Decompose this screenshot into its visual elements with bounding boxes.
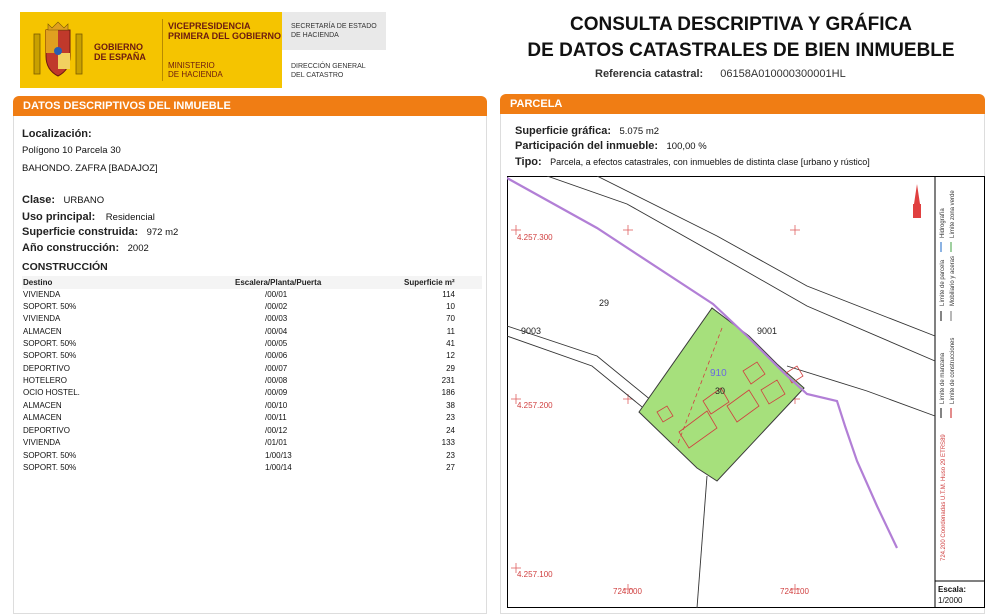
ref-value: 06158A010000300001HL	[720, 68, 846, 80]
coord-y2-label: 4.257.200	[517, 401, 553, 410]
coord-y3-label: 4.257.100	[517, 570, 553, 579]
parcel-30-label: 30	[715, 386, 726, 396]
legend-mobiliario: Mobiliario y aceras	[950, 255, 956, 306]
tipo-row	[515, 152, 870, 170]
coord-y1-label: 4.257.300	[517, 233, 553, 242]
anio-value: 2002	[127, 243, 149, 254]
coat-of-arms-icon	[30, 20, 86, 82]
clase-row	[22, 190, 104, 208]
legend-hidrografia: Hidrografía	[940, 208, 946, 238]
uso-label: Uso principal:	[22, 211, 96, 223]
anio-row	[22, 238, 149, 256]
superficie-grafica-label: Superficie gráfica:	[515, 125, 611, 137]
parcel-910-label: 910	[710, 368, 727, 379]
table-row: ALMACEN /00/04 11	[23, 327, 455, 336]
table-row: SOPORT. 50% 1/00/14 27	[23, 463, 455, 472]
table-row: SOPORT. 50% 1/00/13 23	[23, 451, 455, 460]
table-row: SOPORT. 50% /00/06 12	[23, 351, 455, 360]
tipo-value: Parcela, a efectos catastrales, con inmuebles de distinta clase [urbano y rústico]	[550, 157, 870, 167]
legend-construcciones: Límite de construcciones	[950, 337, 956, 404]
localizacion-label: Localización:	[22, 128, 92, 140]
table-row: SOPORT. 50% /00/05 41	[23, 339, 455, 348]
table-row: ALMACEN /00/11 23	[23, 413, 455, 422]
table-row: HOTELERO /00/08 231	[23, 376, 455, 385]
parcela-section-header: PARCELA	[500, 94, 985, 114]
superficie-label: Superficie construida:	[22, 226, 139, 238]
projection-text: 724.200 Coordenadas U.T.M. Huso 29 ETRS89	[941, 434, 947, 561]
coord-x2-label: 724.100	[780, 587, 809, 596]
tipo-label: Tipo:	[515, 156, 542, 168]
table-row: VIVIENDA /00/03 70	[23, 314, 455, 323]
col-superficie: Superficie m²	[404, 278, 455, 287]
table-row: SOPORT. 50% /00/02 10	[23, 302, 455, 311]
col-destino: Destino	[23, 278, 53, 287]
legend-limite-manzana: Límite de manzana	[940, 352, 946, 404]
secretaria-text: SECRETARÍA DE ESTADO DE HACIENDA	[291, 23, 377, 39]
gobierno-text: GOBIERNO DE ESPAÑA	[94, 42, 146, 62]
uso-value: Residencial	[105, 212, 155, 223]
direccion-text: DIRECCIÓN GENERAL DEL CATASTRO	[291, 63, 366, 79]
localizacion-line1: Polígono 10 Parcela 30	[22, 145, 121, 156]
coord-x1-label: 724.000	[613, 587, 642, 596]
parcel-9001-label: 9001	[757, 326, 778, 336]
referencia-catastral	[595, 68, 846, 80]
clase-value: URBANO	[63, 195, 105, 206]
document-title: CONSULTA DESCRIPTIVA Y GRÁFICA DE DATOS CATASTRALES DE BIEN INMUEBLE	[527, 14, 955, 61]
parcel-29-label: 29	[599, 298, 610, 308]
participacion-value: 100,00 %	[666, 141, 707, 152]
cadastral-map	[507, 176, 985, 608]
superficie-value: 972 m2	[146, 227, 179, 238]
scale-value: 1/2000	[938, 596, 963, 605]
clase-label: Clase:	[22, 194, 56, 206]
construccion-title: CONSTRUCCIÓN	[22, 261, 108, 273]
table-row: VIVIENDA /00/01 114	[23, 290, 455, 299]
table-row: DEPORTIVO /00/12 24	[23, 426, 455, 435]
parcel-9003-label: 9003	[521, 326, 542, 336]
participacion-label: Participación del inmueble:	[515, 140, 659, 152]
localizacion-line2: BAHONDO. ZAFRA [BADAJOZ]	[22, 163, 158, 174]
legend-limite-parcela: Límite de parcela	[940, 259, 946, 306]
anio-label: Año construcción:	[22, 242, 120, 254]
ref-label: Referencia catastral:	[595, 68, 704, 80]
legend-zona-verde: Límite zona verde	[950, 190, 956, 238]
table-row: OCIO HOSTEL. /00/09 186	[23, 388, 455, 397]
ministerio-text: MINISTERIO DE HACIENDA	[168, 61, 223, 79]
descriptive-section-header: DATOS DESCRIPTIVOS DEL INMUEBLE	[13, 96, 487, 116]
col-escalera: Escalera/Planta/Puerta	[235, 278, 322, 287]
vicepresidencia-text: VICEPRESIDENCIA PRIMERA DEL GOBIERNO	[168, 21, 282, 41]
superficie-grafica-value: 5.075 m2	[619, 126, 660, 137]
table-row: ALMACEN /00/10 38	[23, 401, 455, 410]
table-row: VIVIENDA /01/01 133	[23, 438, 455, 447]
logo-divider	[162, 19, 163, 81]
table-row: DEPORTIVO /00/07 29	[23, 364, 455, 373]
scale-label: Escala:	[938, 585, 967, 594]
